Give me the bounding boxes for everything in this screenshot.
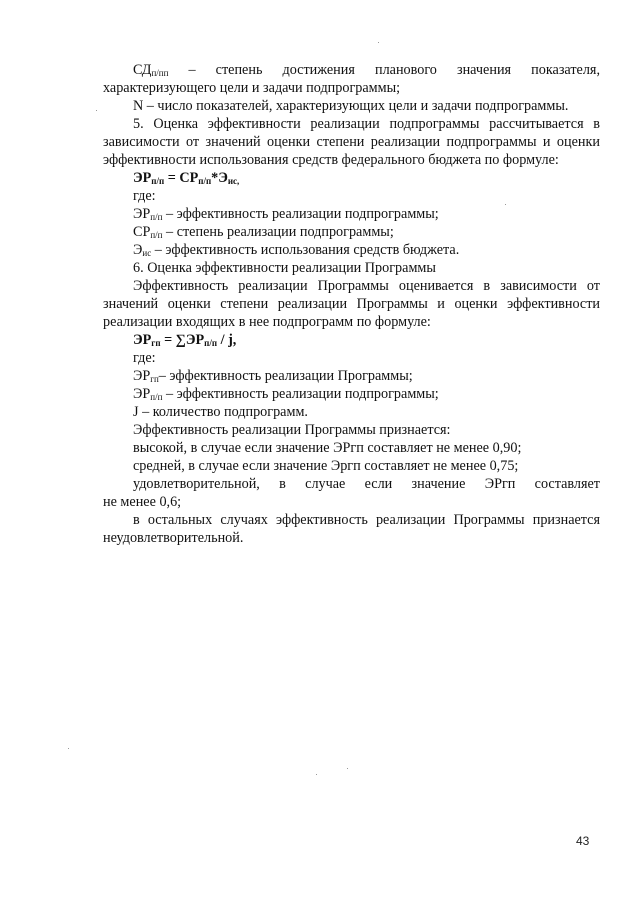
scan-speck — [316, 774, 317, 775]
scan-speck — [505, 204, 506, 205]
text-line: высокой, в случае если значение ЭРгп составляет не менее 0,90; — [133, 440, 522, 456]
text-line: $ЭР_{п/п}$ – эффективность реализации подпрограммы; — [133, 206, 439, 222]
text-line: $ЭР_{п/п}$ – эффективность реализации подпрограммы; — [133, 386, 439, 402]
text-line: J – количество подпрограмм. — [133, 404, 308, 420]
section-heading: 6. Оценка эффективности реализации Программы — [133, 260, 436, 276]
scan-speck — [378, 42, 379, 43]
page-number: 43 — [576, 834, 590, 848]
text-line: 5. Оценка эффективности реализации подпрограммы рассчитывается в — [133, 116, 600, 132]
scan-speck — [68, 748, 69, 749]
text-line: Эффективность реализации Программы оценивается в зависимости от — [133, 278, 600, 294]
text-line: в остальных случаях эффективность реализации Программы признается — [133, 512, 600, 528]
text-line: $СР_{п/п}$ – степень реализации подпрограммы; — [133, 224, 394, 240]
text-line: значений оценки степени реализации Программы и оценки эффективности — [103, 296, 600, 312]
formula-program-efficiency-subprogram: $ЭР_{п/п} = СР_{п/п}*Э_{ис,}$ — [133, 170, 240, 186]
text-line: $Э_{ис}$ – эффективность использования средств бюджета. — [133, 242, 460, 258]
text-line: где: — [133, 350, 156, 366]
text-line: где: — [133, 188, 156, 204]
text-line: эффективности использования средств федерального бюджета по формуле: — [103, 152, 559, 168]
text-line: $СД_{п/пп}$ – степень достижения планового значения показателя, — [133, 62, 600, 78]
scan-speck — [96, 110, 97, 111]
text-line: $ЭР_{гп}-$ эффективность реализации Программы; — [133, 368, 413, 384]
text-line: зависимости от значений оценки степени реализации подпрограммы и оценки — [103, 134, 600, 150]
text-line: средней, в случае если значение Эргп составляет не менее 0,75; — [133, 458, 519, 474]
text-line: N – число показателей, характеризующих цели и задачи подпрограммы. — [133, 98, 569, 114]
text-line: характеризующего цели и задачи подпрограммы; — [103, 80, 401, 96]
text-line: удовлетворительной, в случае если значение ЭРгп составляет — [133, 476, 600, 492]
text-line: реализации входящих в нее подпрограмм по формуле: — [103, 314, 431, 330]
scan-speck — [347, 768, 348, 769]
text-line: Эффективность реализации Программы признается: — [133, 422, 451, 438]
formula-program-efficiency: $ЭР_{гп} = \sum ЭР_{п/п} / j$, — [133, 332, 237, 348]
text-line: неудовлетворительной. — [103, 530, 244, 546]
text-line: не менее 0,6; — [103, 494, 182, 510]
